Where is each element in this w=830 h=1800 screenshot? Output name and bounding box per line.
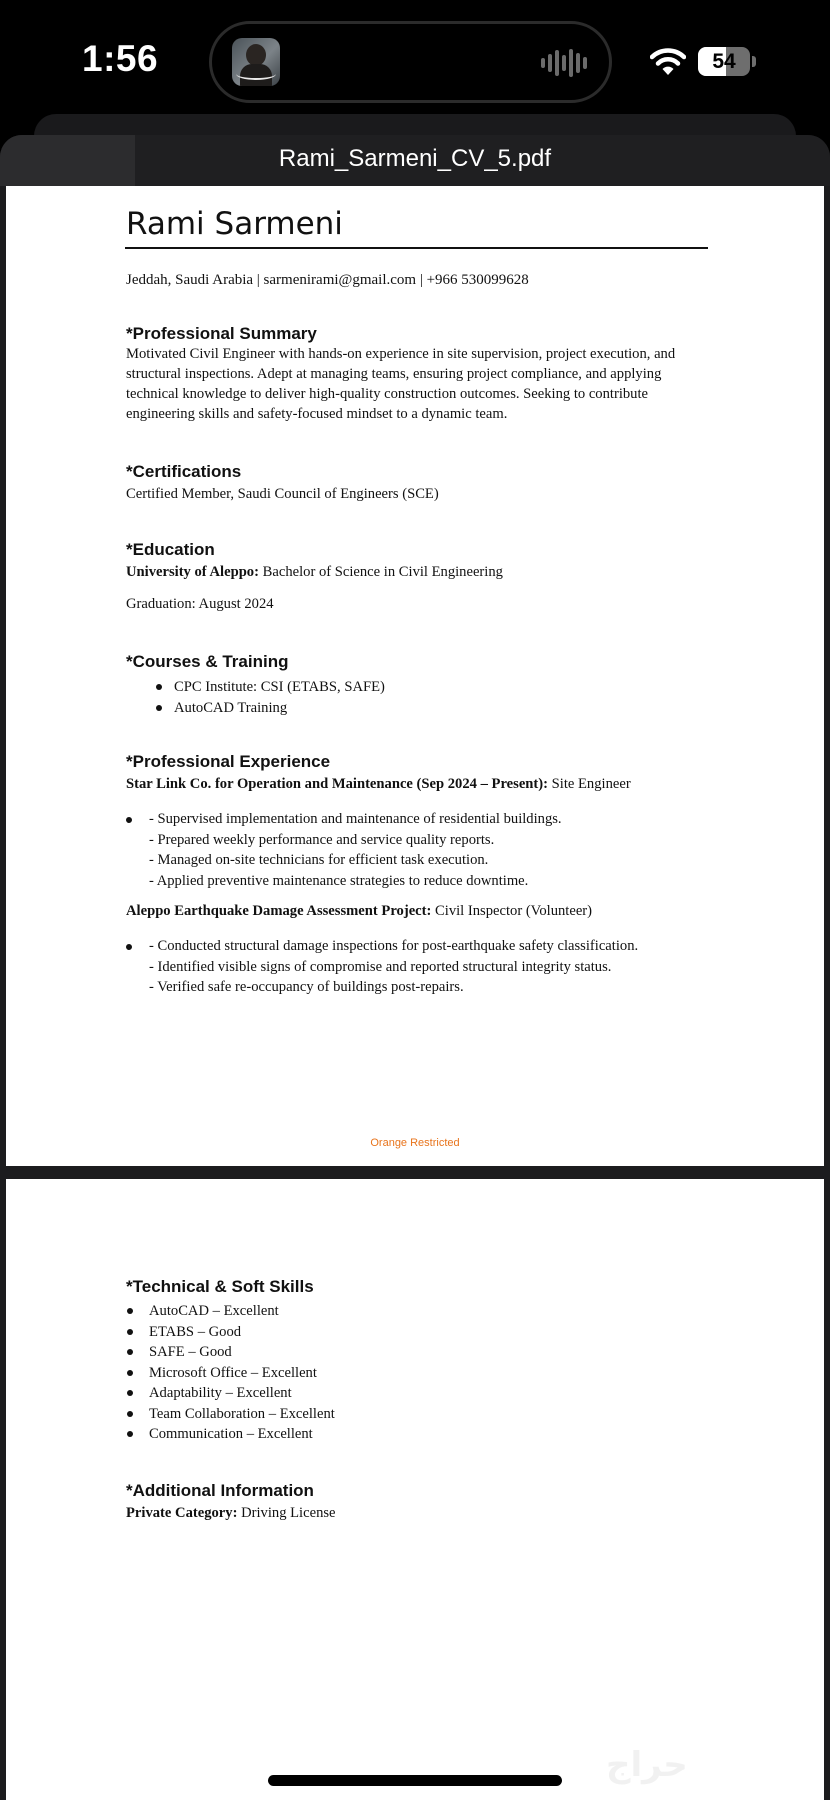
additional-info-heading: *Additional Information	[126, 1481, 314, 1500]
now-playing-artwork[interactable]	[232, 38, 280, 86]
list-item: - Identified visible signs of compromise and reported structural integrity status.	[149, 958, 612, 975]
certifications-heading: *Certifications	[126, 462, 242, 481]
job-org: Star Link Co. for Operation and Maintenance (Sep 2024 – Present):	[126, 776, 548, 792]
list-item: Team Collaboration – Excellent	[149, 1404, 335, 1425]
list-item: Adaptability – Excellent	[149, 1383, 335, 1404]
list-item: - Applied preventive maintenance strategies to reduce downtime.	[149, 872, 529, 889]
status-time: 1:56	[82, 38, 159, 79]
contact-line: Jeddah, Saudi Arabia | sarmenirami@gmail.com | +966 530099628	[126, 272, 529, 288]
list-item: AutoCAD Training	[174, 698, 385, 719]
job-title-line	[126, 776, 631, 793]
school-name: University of Aleppo:	[126, 564, 259, 580]
wifi-icon	[650, 46, 686, 76]
list-item: - Prepared weekly performance and service quality reports.	[149, 831, 495, 848]
pdf-viewer[interactable]	[0, 135, 830, 1800]
battery-icon	[698, 47, 750, 76]
additional-info-label: Private Category:	[126, 1505, 238, 1521]
education-heading: *Education	[126, 540, 215, 559]
bullet-icon	[126, 944, 132, 950]
courses-heading: *Courses & Training	[126, 652, 289, 671]
skills-list	[149, 1301, 335, 1445]
list-item: ETABS – Good	[149, 1322, 335, 1343]
additional-info-value: Driving License	[241, 1505, 336, 1521]
name-divider	[125, 247, 708, 249]
experience-heading: *Professional Experience	[126, 752, 331, 771]
list-item: - Supervised implementation and maintenance of residential buildings.	[149, 811, 562, 827]
dynamic-island[interactable]	[209, 21, 612, 103]
list-item: CPC Institute: CSI (ETABS, SAFE)	[174, 677, 385, 698]
waveform-icon	[541, 48, 587, 78]
job-org: Aleppo Earthquake Damage Assessment Project:	[126, 903, 432, 919]
education-degree-line	[126, 564, 503, 581]
job-role: Site Engineer	[551, 776, 631, 792]
graduation-date: Graduation: August 2024	[126, 596, 274, 612]
battery-tip	[752, 56, 756, 67]
additional-info-line	[126, 1505, 336, 1522]
home-indicator[interactable]	[268, 1775, 562, 1786]
file-name-title[interactable]: Rami_Sarmeni_CV_5.pdf	[278, 145, 552, 172]
list-item: - Managed on-site technicians for efficient task execution.	[149, 852, 489, 868]
list-item: - Verified safe re-occupancy of buildings post-repairs.	[149, 979, 464, 995]
viewer-header	[0, 135, 830, 186]
list-item: SAFE – Good	[149, 1342, 335, 1363]
bullet-icon	[126, 817, 132, 823]
pdf-page-2[interactable]	[6, 1179, 824, 1800]
job-title-line	[126, 903, 592, 920]
site-watermark: حراج	[606, 1745, 688, 1785]
summary-text: Motivated Civil Engineer with hands-on experience in site supervision, project execution, and structural inspections. Adept at managing teams, ensuring project compliance, and applying technical knowledge to deliver high-quality construction outcomes. Seeking to contribute engineering skills and safety-focused mindset to a dynamic team.	[126, 346, 676, 422]
courses-list	[174, 677, 385, 718]
battery-percent: 54	[712, 50, 736, 73]
job-duties-list	[149, 809, 562, 891]
classification-tag: Orange Restricted	[370, 1137, 460, 1149]
list-item: Communication – Excellent	[149, 1424, 335, 1445]
cv-name: Rami Sarmeni	[126, 206, 343, 242]
job-duties-list	[149, 936, 638, 998]
summary-heading: *Professional Summary	[126, 324, 317, 343]
list-item: - Conducted structural damage inspections for post-earthquake safety classification.	[149, 938, 639, 954]
certification-item: Certified Member, Saudi Council of Engineers (SCE)	[126, 486, 439, 502]
list-item: AutoCAD – Excellent	[149, 1301, 335, 1322]
skills-heading: *Technical & Soft Skills	[126, 1277, 314, 1296]
list-item: Microsoft Office – Excellent	[149, 1363, 335, 1384]
pdf-page-1[interactable]	[6, 186, 824, 1166]
degree: Bachelor of Science in Civil Engineering	[262, 564, 503, 580]
job-role: Civil Inspector (Volunteer)	[435, 903, 593, 919]
